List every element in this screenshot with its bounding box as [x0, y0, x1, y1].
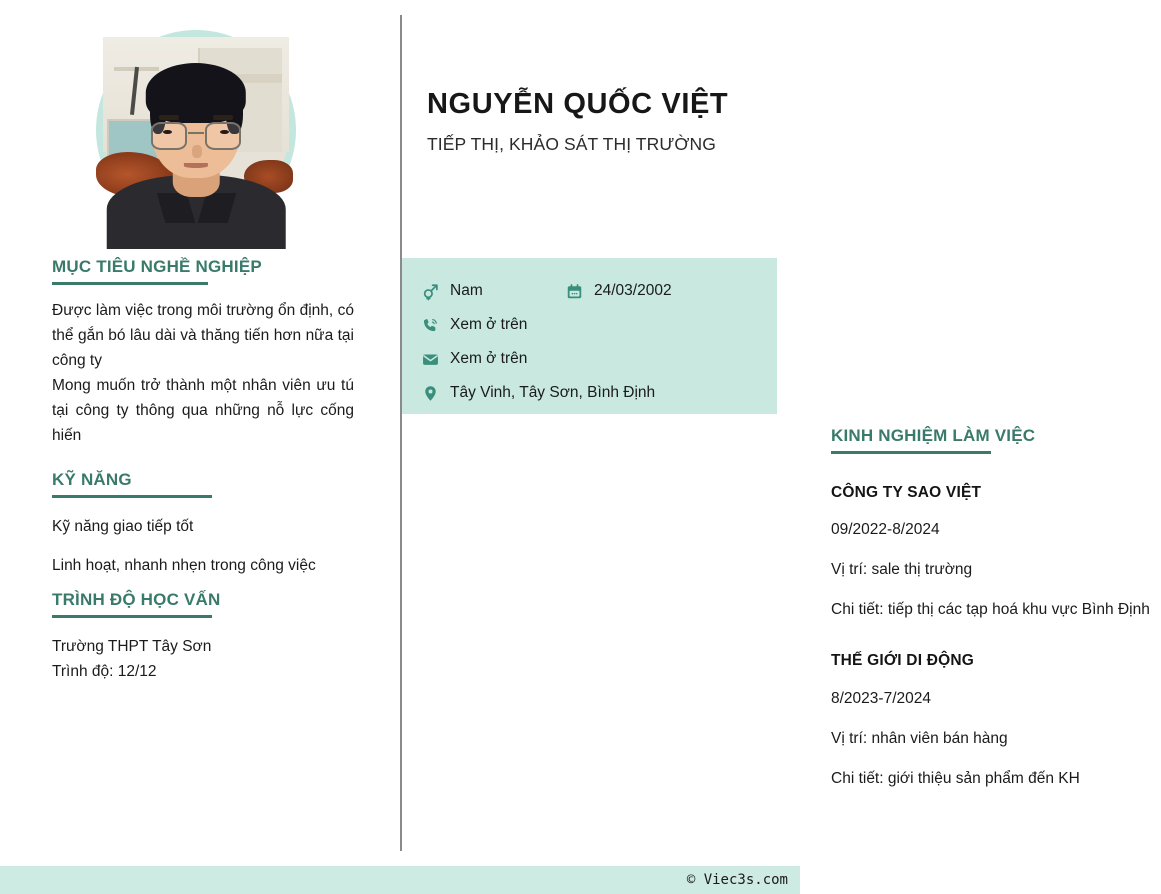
page-title [427, 88, 787, 155]
heading-underline [52, 615, 212, 618]
avatar-ring [96, 30, 296, 230]
education-body [52, 634, 354, 685]
heading-underline [52, 282, 208, 285]
objective-paragraph: Mong muốn trở thành một nhân viên ưu tú tại công ty thông qua những nỗ lực cống hiến [52, 377, 354, 445]
experience-period: 8/2023-7/2024 [831, 689, 931, 707]
calendar-icon [564, 281, 584, 301]
experience-period: 09/2022-8/2024 [831, 521, 940, 539]
list-item: Linh hoạt, nhanh nhẹn trong công việc [52, 556, 316, 574]
avatar-photo [103, 37, 289, 223]
contact-phone-value: Xem ở trên [450, 316, 528, 334]
phone-icon [420, 315, 440, 335]
experience-company: THẾ GIỚI DI ĐỘNG [831, 652, 975, 670]
experience-item [831, 484, 1161, 623]
experience-position: Vị trí: sale thị trường [831, 561, 973, 579]
contact-birthday [564, 281, 672, 301]
section-education [52, 591, 354, 685]
contact-row [420, 376, 777, 410]
contact-phone [420, 315, 527, 335]
contact-row [420, 308, 777, 342]
experience-details: Chi tiết: tiếp thị các tạp hoá khu vực Bình Định [831, 601, 1150, 619]
section-heading-objective: MỤC TIÊU NGHỀ NGHIỆP [52, 257, 262, 276]
section-career-objective [52, 258, 354, 448]
contact-row [420, 342, 777, 376]
education-school: Trường THPT Tây Sơn [52, 637, 212, 655]
contact-gender [420, 281, 564, 301]
objective-body [52, 298, 354, 449]
objective-paragraph: Được làm việc trong môi trường ổn định, có thể gắn bó lâu dài và thăng tiến hơn nữa tại công ty [52, 301, 354, 369]
contact-email-value: Xem ở trên [450, 350, 528, 368]
contact-address [420, 383, 655, 403]
section-heading-education: TRÌNH ĐỘ HỌC VẤN [52, 590, 221, 609]
location-pin-icon [420, 383, 440, 403]
section-heading-experience: KINH NGHIỆM LÀM VIỆC [831, 426, 1036, 445]
contact-row [420, 274, 777, 308]
list-item: Kỹ năng giao tiếp tốt [52, 517, 194, 535]
contact-email [420, 349, 527, 369]
contact-gender-value: Nam [450, 282, 483, 300]
gender-icon [420, 281, 440, 301]
section-skills [52, 471, 354, 576]
candidate-name: NGUYỄN QUỐC VIỆT [427, 88, 729, 120]
experience-position: Vị trí: nhân viên bán hàng [831, 729, 1008, 747]
contact-info-panel [402, 258, 777, 414]
left-column [0, 0, 400, 866]
experience-company: CÔNG TY SAO VIỆT [831, 483, 982, 501]
heading-underline [52, 495, 212, 498]
footer-bar [0, 866, 800, 894]
education-level: Trình độ: 12/12 [52, 663, 157, 681]
section-heading-skills: KỸ NĂNG [52, 470, 132, 489]
envelope-icon [420, 349, 440, 369]
experience-details: Chi tiết: giới thiệu sản phẩm đến KH [831, 769, 1080, 787]
candidate-role: TIẾP THỊ, KHẢO SÁT THỊ TRƯỜNG [427, 134, 716, 155]
experience-item [831, 652, 1161, 791]
contact-address-value: Tây Vinh, Tây Sơn, Bình Định [450, 384, 656, 402]
avatar [96, 30, 296, 230]
section-work-experience [831, 427, 1161, 791]
contact-birthday-value: 24/03/2002 [594, 282, 672, 300]
right-column [400, 0, 1150, 866]
heading-underline [831, 451, 991, 454]
footer-copyright: © Viec3s.com [686, 872, 788, 888]
